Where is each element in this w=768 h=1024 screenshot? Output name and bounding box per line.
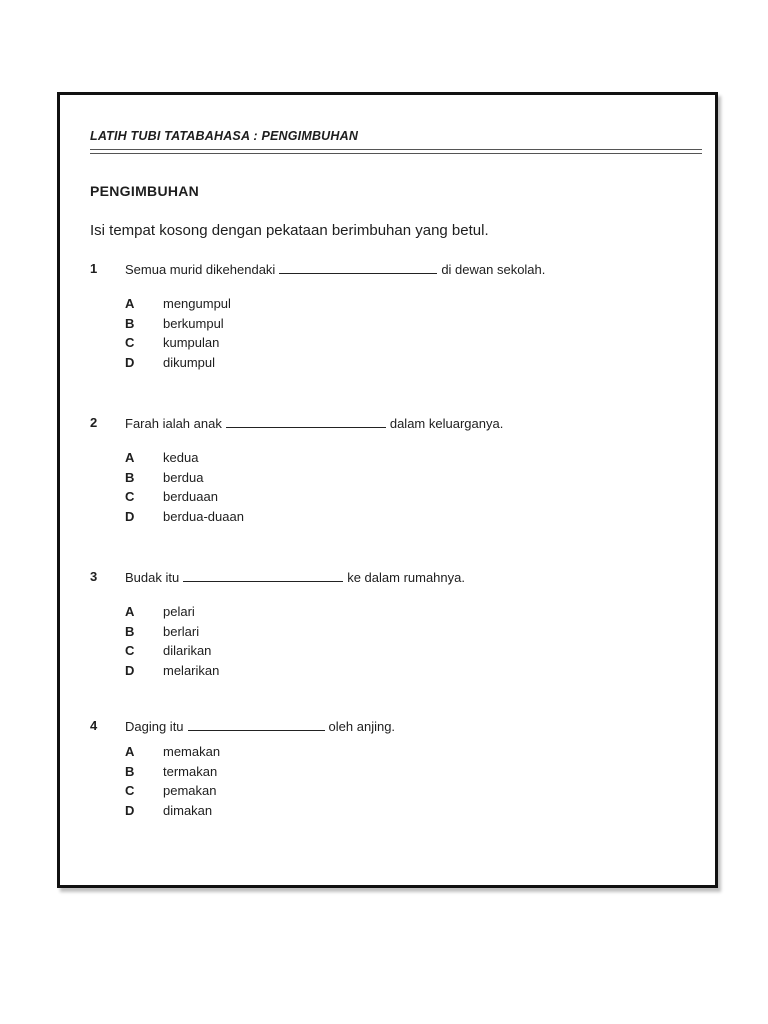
option-letter: B (125, 315, 135, 331)
option-text: kumpulan (163, 335, 220, 350)
option-d[interactable] (90, 663, 690, 683)
option-text: berdua (163, 469, 204, 485)
options-list (90, 744, 690, 822)
option-text: dimakan (163, 802, 213, 818)
question-number: 3 (90, 569, 98, 584)
option-d[interactable] (90, 803, 690, 823)
answer-blank (226, 415, 386, 428)
option-text: mengumpul (163, 296, 231, 311)
option-text: berduaan (163, 489, 218, 504)
option-b[interactable] (90, 316, 690, 336)
header-rule-bottom (90, 153, 702, 154)
question-text (125, 569, 465, 585)
option-c[interactable] (90, 783, 690, 803)
question-number: 4 (90, 718, 98, 733)
option-c[interactable] (90, 335, 690, 355)
question-text-after: ke dalam rumahnya. (347, 570, 465, 585)
option-d[interactable] (90, 355, 690, 375)
question-number: 1 (90, 261, 98, 276)
question-text-before: Semua murid dikehendaki (125, 262, 276, 277)
question-2 (90, 415, 690, 528)
section-heading: PENGIMBUHAN (90, 183, 200, 199)
answer-blank (279, 261, 437, 274)
option-b[interactable] (90, 764, 690, 784)
answer-blank (188, 718, 325, 731)
option-letter: D (125, 508, 135, 524)
option-letter: C (125, 783, 135, 798)
option-text: kedua (163, 450, 199, 465)
option-text: dikumpul (163, 354, 216, 370)
option-d[interactable] (90, 509, 690, 529)
question-text-after: oleh anjing. (328, 719, 396, 734)
option-text: pelari (163, 604, 195, 619)
worksheet-page (57, 92, 718, 888)
question-number: 2 (90, 415, 98, 430)
option-text: termakan (163, 763, 218, 779)
question-text (125, 718, 395, 734)
option-letter: C (125, 489, 135, 504)
option-text: berdua-duaan (163, 508, 244, 524)
option-letter: A (125, 744, 135, 759)
option-a[interactable] (90, 604, 690, 624)
option-letter: C (125, 335, 135, 350)
question-text (125, 415, 503, 431)
option-letter: B (125, 763, 135, 779)
question-text-before: Daging itu (125, 719, 184, 734)
options-list (90, 450, 690, 528)
option-c[interactable] (90, 489, 690, 509)
worksheet-header-title: LATIH TUBI TATABAHASA : PENGIMBUHAN (90, 129, 359, 143)
option-letter: D (125, 802, 135, 818)
option-text: berlari (163, 623, 200, 639)
option-a[interactable] (90, 296, 690, 316)
question-text-after: dalam keluarganya. (389, 416, 504, 431)
instruction-text: Isi tempat kosong dengan pekataan berimbuhan yang betul. (90, 222, 489, 239)
option-letter: D (125, 662, 135, 678)
answer-blank (183, 569, 343, 582)
option-letter: A (125, 296, 135, 311)
option-a[interactable] (90, 744, 690, 764)
option-letter: A (125, 604, 135, 619)
question-4 (90, 718, 690, 822)
option-c[interactable] (90, 643, 690, 663)
question-text-before: Budak itu (125, 570, 180, 585)
question-3 (90, 569, 690, 682)
option-text: memakan (163, 744, 221, 759)
option-text: melarikan (163, 662, 220, 678)
option-text: dilarikan (163, 643, 212, 658)
options-list (90, 604, 690, 682)
option-a[interactable] (90, 450, 690, 470)
option-letter: D (125, 354, 135, 370)
option-b[interactable] (90, 470, 690, 490)
option-letter: A (125, 450, 135, 465)
question-1 (90, 261, 690, 374)
option-letter: B (125, 469, 135, 485)
options-list (90, 296, 690, 374)
question-text-before: Farah ialah anak (125, 416, 222, 431)
option-letter: C (125, 643, 135, 658)
header-rule-top (90, 149, 702, 150)
option-b[interactable] (90, 624, 690, 644)
question-text (125, 261, 545, 277)
option-text: berkumpul (163, 315, 224, 331)
option-letter: B (125, 623, 135, 639)
question-text-after: di dewan sekolah. (441, 262, 546, 277)
option-text: pemakan (163, 783, 217, 798)
